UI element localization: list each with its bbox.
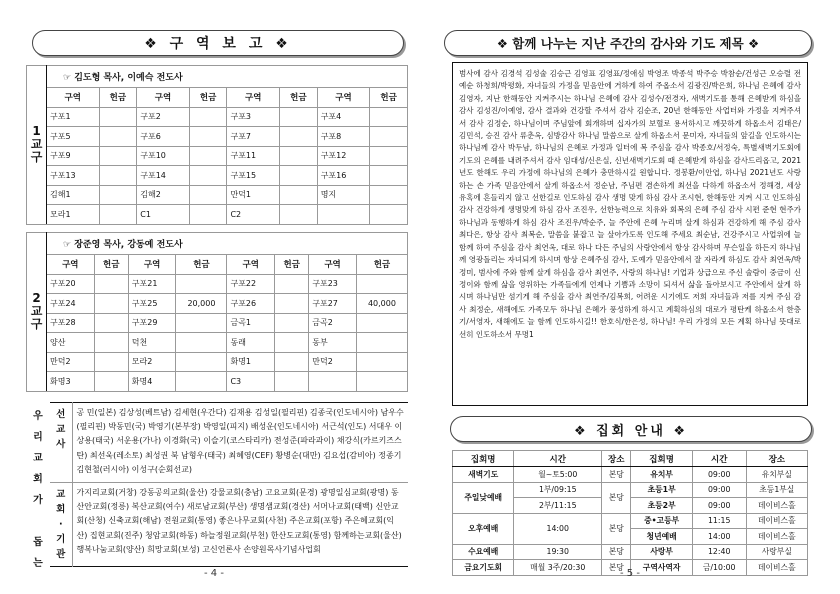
- service-time: 11:15: [692, 513, 746, 529]
- side-label-char: 는: [33, 558, 43, 569]
- district-label-char: 1: [32, 124, 41, 139]
- offering-cell: [356, 372, 407, 392]
- service-time: 09:00: [692, 482, 746, 498]
- offering-cell: [275, 313, 309, 333]
- district-cell: 동부: [309, 333, 357, 353]
- offering-cell: [356, 333, 407, 353]
- church-list: 가지리교회(거창) 강동공의교회(울산) 강물교회(충남) 고요교회(문경) 광명일심교회(광명) 동산안교회(정릉) 복산교회(여수) 새로남교회(부산) 생명샘교회(경산) 서머나교회(태백) 신안교회(산청) 신축교회(해남) 전원교회(통영) 좋은나무교회(사천) 주은교회(포항) 주은혜교회(익산) 집현교회(진주) 청암교회(하동) 하늘정원교회(부천) 한산도교회(통영) 함께하는교회(울산) 행복나눔교회(양산) 희망교회(보성) 고신언론사 손양원목사기념사업회: [76, 488, 402, 554]
- table-row: [27, 107, 408, 127]
- table-row: [27, 274, 408, 294]
- service-time: 2부/11:15: [514, 498, 602, 514]
- offering-cell: [189, 107, 227, 127]
- pastor-names: ☞ 장준영 목사, 강동예 전도사: [47, 233, 408, 255]
- service-name: 사랑부: [631, 544, 692, 560]
- district-label: [27, 66, 47, 225]
- district-cell: 구포13: [47, 166, 100, 186]
- category-char: 기: [56, 534, 66, 545]
- offering-cell: [176, 313, 227, 333]
- service-column-header: 집회명: [631, 451, 692, 467]
- offering-cell: [279, 185, 317, 205]
- service-row: [453, 513, 808, 529]
- side-label-char: 리: [33, 432, 43, 443]
- offering-cell: [356, 313, 407, 333]
- side-label-char: 교: [33, 453, 43, 464]
- service-guide-banner: ❖ 집회 안내 ❖: [450, 416, 812, 442]
- offering-cell: [279, 146, 317, 166]
- category-char: 교: [56, 489, 66, 500]
- pastor-row: [27, 66, 408, 88]
- district-cell: C1: [137, 205, 190, 225]
- district-cell: 구포27: [309, 294, 357, 314]
- table-row: [27, 205, 408, 225]
- district-cell: 양산: [47, 333, 95, 353]
- service-place: 본당: [602, 544, 631, 560]
- offering-cell: [189, 185, 227, 205]
- district-cell: 화명3: [47, 372, 95, 392]
- mission-side-label: [30, 406, 46, 574]
- offering-cell: 20,000: [176, 294, 227, 314]
- district-cell: 구포7: [227, 127, 280, 147]
- service-row: [453, 544, 808, 560]
- offering-cell: [94, 294, 128, 314]
- service-table: [452, 450, 808, 576]
- service-name: 금요기도회: [453, 560, 514, 576]
- category-char: 사: [56, 439, 66, 450]
- offering-cell: [99, 205, 137, 225]
- offering-cell: [275, 333, 309, 353]
- column-header: 구역: [227, 88, 280, 108]
- district-cell: 구포1: [47, 107, 100, 127]
- column-header: 구역: [309, 255, 357, 275]
- district-cell: 김해2: [137, 185, 190, 205]
- header-row: [27, 88, 408, 108]
- district-cell: C2: [227, 205, 280, 225]
- district-label-char: 구: [30, 317, 43, 332]
- offering-cell: [99, 107, 137, 127]
- district-label: [27, 233, 47, 392]
- table-row: [27, 372, 408, 392]
- offering-cell: [99, 166, 137, 186]
- district-cell: 모라2: [128, 352, 176, 372]
- header-row: [27, 255, 408, 275]
- offering-cell: [99, 146, 137, 166]
- table-row: [27, 313, 408, 333]
- missionary-row: [50, 403, 408, 483]
- district-cell: 구포11: [227, 146, 280, 166]
- column-header: 구역: [128, 255, 176, 275]
- district-cell: 금곡1: [227, 313, 275, 333]
- service-name: 청년예배: [631, 529, 692, 545]
- offering-cell: [370, 127, 408, 147]
- service-name: 초등2부: [631, 498, 692, 514]
- category-char: 관: [56, 549, 66, 560]
- service-time: 09:00: [692, 498, 746, 514]
- column-header: 헌금: [189, 88, 227, 108]
- offering-cell: [370, 205, 408, 225]
- district-cell: 화명1: [227, 352, 275, 372]
- service-time: 금/10:00: [692, 560, 746, 576]
- side-label-char: [36, 516, 39, 527]
- service-column-header: 장소: [746, 451, 807, 467]
- service-name: 오후예배: [453, 513, 514, 544]
- service-name: 중•고등부: [631, 513, 692, 529]
- column-header: 구역: [317, 88, 370, 108]
- offering-cell: [370, 185, 408, 205]
- offering-cell: [356, 274, 407, 294]
- offering-cell: [189, 146, 227, 166]
- offering-cell: [279, 205, 317, 225]
- offering-cell: [279, 107, 317, 127]
- category-char: 회: [56, 504, 66, 515]
- district-cell: 만덕2: [309, 352, 357, 372]
- column-header: 헌금: [275, 255, 309, 275]
- service-time: 09:00: [692, 467, 746, 483]
- district-cell: 만덕1: [227, 185, 280, 205]
- offering-cell: [279, 166, 317, 186]
- service-name: 주일낮예배: [453, 482, 514, 513]
- side-label-char: 가: [33, 495, 43, 506]
- category-char: 선: [56, 409, 66, 420]
- district-cell: 구포23: [309, 274, 357, 294]
- district-cell: [309, 372, 357, 392]
- service-column-header: 시간: [514, 451, 602, 467]
- offering-cell: [370, 146, 408, 166]
- offering-cell: [176, 333, 227, 353]
- district-cell: 김해1: [47, 185, 100, 205]
- district-cell: 만덕2: [47, 352, 95, 372]
- church-category: [50, 483, 72, 567]
- service-time: 14:00: [514, 513, 602, 544]
- service-place: 초등1부실: [746, 482, 807, 498]
- column-header: 구역: [47, 255, 95, 275]
- missionary-category: [50, 403, 72, 483]
- district-cell: 구포10: [137, 146, 190, 166]
- offering-cell: [94, 333, 128, 353]
- district-cell: 구포25: [128, 294, 176, 314]
- district-cell: 구포8: [317, 127, 370, 147]
- column-header: 구역: [227, 255, 275, 275]
- offering-cell: [189, 127, 227, 147]
- category-char: 교: [56, 424, 66, 435]
- district-label-char: 구: [30, 150, 43, 165]
- offering-cell: [370, 166, 408, 186]
- side-label-char: 돕: [33, 537, 43, 548]
- district-cell: 구포29: [128, 313, 176, 333]
- service-place: 데이비스홀: [746, 560, 807, 576]
- table-row: [27, 127, 408, 147]
- district-cell: 구포28: [47, 313, 95, 333]
- offering-cell: [275, 274, 309, 294]
- table-row: [27, 166, 408, 186]
- service-name: 새벽기도: [453, 467, 514, 483]
- district-label-char: 교: [30, 304, 43, 319]
- district-cell: [317, 205, 370, 225]
- offering-cell: [176, 352, 227, 372]
- offering-cell: [176, 274, 227, 294]
- offering-cell: [356, 352, 407, 372]
- left-page: [26, 0, 408, 594]
- page-number-right: - 5 -: [620, 568, 640, 579]
- table-row: [27, 352, 408, 372]
- district-cell: 구포9: [47, 146, 100, 166]
- page-number-left: - 4 -: [204, 568, 224, 579]
- district-label-char: 2: [32, 291, 41, 306]
- offering-cell: [94, 313, 128, 333]
- thanks-prayer-banner: ❖ 함께 나누는 지난 주간의 감사와 기도 제목 ❖: [444, 30, 812, 56]
- district-cell: 모라1: [47, 205, 100, 225]
- column-header: 헌금: [370, 88, 408, 108]
- district2-table: [26, 232, 408, 392]
- offering-cell: [279, 127, 317, 147]
- offering-cell: [94, 372, 128, 392]
- service-time: 월~토5:00: [514, 467, 602, 483]
- service-column-header: 장소: [602, 451, 631, 467]
- offering-cell: [94, 274, 128, 294]
- service-time: 매월 3주/20:30: [514, 560, 602, 576]
- service-row: [453, 482, 808, 498]
- service-place: 본당: [602, 513, 631, 544]
- service-place: 데이비스홀: [746, 498, 807, 514]
- district-cell: 구포14: [137, 166, 190, 186]
- service-place: 데이비스홀: [746, 513, 807, 529]
- district-cell: 구포22: [227, 274, 275, 294]
- missionary-list: 공 민(일본) 김상성(베트남) 김세현(우간다) 김재용 김성일(필리핀) 김종국(인도네시아) 남우수(필리핀) 박동민(국) 박영기(본부장) 박영일(피지) 배성운(인도네시아) 서근석(인도) 서대우 이상용(태국) 서운용(가나) 이경화(국) 이슬기(코스타리카) 전성준(파라과이) 채강식(카르키즈스탄) 최선욱(레소토) 최성권 북 남형우(태국) 최혜영(CEF) 황병순(대만) 김요섭(감비아) 정종기 김현철(러시아) 이성구(순회선교): [72, 403, 408, 483]
- service-place: 본당: [602, 467, 631, 483]
- district-cell: 동래: [227, 333, 275, 353]
- offering-cell: 40,000: [356, 294, 407, 314]
- pastor-names: ☞ 김도형 목사, 이예슥 전도사: [47, 66, 408, 88]
- table-row: [27, 146, 408, 166]
- service-time: 1부/09:15: [514, 482, 602, 498]
- district-cell: 구포3: [227, 107, 280, 127]
- column-header: 헌금: [99, 88, 137, 108]
- offering-cell: [275, 352, 309, 372]
- offering-cell: [189, 205, 227, 225]
- service-name: 수요예배: [453, 544, 514, 560]
- service-place: 데이비스홀: [746, 529, 807, 545]
- district-cell: 구포5: [47, 127, 100, 147]
- offering-cell: [275, 372, 309, 392]
- district-report-banner: ❖ 구 역 보 고 ❖: [32, 30, 404, 56]
- service-time: 19:30: [514, 544, 602, 560]
- district-cell: 구포26: [227, 294, 275, 314]
- service-column-header: 시간: [692, 451, 746, 467]
- service-place: 유치부실: [746, 467, 807, 483]
- district-cell: 구포4: [317, 107, 370, 127]
- offering-cell: [189, 166, 227, 186]
- side-label-char: 회: [33, 474, 43, 485]
- column-header: 헌금: [94, 255, 128, 275]
- district-cell: 구포2: [137, 107, 190, 127]
- offering-cell: [275, 294, 309, 314]
- column-header: 헌금: [176, 255, 227, 275]
- service-name: 유치부: [631, 467, 692, 483]
- offering-cell: [176, 372, 227, 392]
- district-cell: 덕천: [128, 333, 176, 353]
- table-row: [27, 294, 408, 314]
- district1-table: [26, 65, 408, 225]
- service-place: 본당: [602, 560, 631, 576]
- column-header: 헌금: [356, 255, 407, 275]
- district-cell: 구포6: [137, 127, 190, 147]
- district-cell: 구포12: [317, 146, 370, 166]
- prayer-text-box: 범사에 감사 김경석 김성술 김승근 김영표 김영표/정애심 박영조 박종석 박주승 박참순/건성근 오승렬 전예순 하청희/박평화, 자녀들의 가정을 믿음안에 거하게 하여 주옵소서 김광진/박은희, 하나님 은혜에 감사 김영자, 지난 한해동안 지켜주시는 하나님 은혜에 감사 김성수/전경자, 새벽기도를 통해 은혜받게 하심을 감사 김성진/이예영, 감사 결과와 건강할 주셔서 감사 김순조, 20년 한해동안 사업터와 가정을 지켜주셔서 감사 김정순, 하나님이며 주님앞에 회개하며 십자가의 보혈로 용서하시고 깨끗하게 하옵소서 김태은/김민석, 승진 감사 류춘옥, 심방감사 하나님 말씀으로 살게 하옵소서 문미자, 자녀들의 앞길을 인도하시는 하나님께 감사 박두남, 하나님의 은혜로 가정과 일터에 복 주심을 감사 박종호/서정숙, 특별새벽기도회에 기도의 은혜를 내려주셔서 감사 임대성/신은실, 신년새벽기도회 때 은혜받게 하심을 감사드리옵고, 2021년도 한해도 우리 가정에 하나님의 은혜가 충만하시길 원합니다. 정봉환/이안엽, 하나님 2021년도 사랑하는 손 가족 믿음안에서 살게 하옵소서 정순남, 주님편 겸손하게 최선을 다하게 하옵소서 정해경, 세상 유혹에 흔들리지 않고 선한길로 인도하심 감사 생명 맞게 하심 감사 조시현, 한해동안 지켜 시고 인도하심 감사 건강하게 생명맞게 하심 감사 조진우, 선한능력으로 치유와 회복의 은혜 주심 감사 시편 준현 현주가 하나님과 동행하게 하심 감사 조진우/박순주, 늘 주안에 은혜 누리며 살게 하심과 건강하게 해 주심 감사 최다은, 항상 감사 최복순, 말씀을 붙잡고 늘 살아가도록 인도해 주세요 최순남, 건강주시고 사업위에 늘 함께 하여 주심을 감사 최연옥, 대로 하나 다든 주님의 사랑안에서 항상 감사하며 무슨일을 하든지 하나님께 영광돌리는 자녀되게 하시며 항상 은혜주심 감사, 도예가 믿음안에서 잘 자라게 하심도 감사 최연옥/박정미, 범사에 주와 함께 살게 하심을 감사 최연주, 사랑의 하나님! 기업과 상급으로 주신 술람이 중금이 신정이와 함께 삶을 영위하는 가족들에게 언제나 기쁨과 소망이 되셔서 삶을 돌아보시고 주안에서 살게 하시며 하나님만 섬기게 해 주심을 감사 최연주/김복희, 어려운 시기에도 저희 자녀들과 저를 지켜 주심 감사 최정순, 새해에도 가족모두 하나님 은혜가 풍성하게 하시고 계획하심의 대로가 평탄케 하옵소서 한층기/서영자, 새해에도 늘 함께 인도하시길!! 한호식/한은성, 하나님! 우리 가정의 모든 계획 하나님 뜻대로 선히 인도하소서 무명1: [452, 62, 808, 406]
- offering-cell: [99, 127, 137, 147]
- column-header: 구역: [137, 88, 190, 108]
- column-header: 헌금: [279, 88, 317, 108]
- district-cell: 명지: [317, 185, 370, 205]
- offering-cell: [370, 107, 408, 127]
- right-page: [444, 0, 816, 594]
- pastor-row: [27, 233, 408, 255]
- district-cell: 구포20: [47, 274, 95, 294]
- service-row: [453, 467, 808, 483]
- service-header-row: [453, 451, 808, 467]
- district-cell: 화명4: [128, 372, 176, 392]
- service-time: 12:40: [692, 544, 746, 560]
- district-cell: 구포21: [128, 274, 176, 294]
- table-row: [27, 333, 408, 353]
- service-time: 14:00: [692, 529, 746, 545]
- district-cell: 구포24: [47, 294, 95, 314]
- service-column-header: 집회명: [453, 451, 514, 467]
- column-header: 구역: [47, 88, 100, 108]
- service-place: 사랑부실: [746, 544, 807, 560]
- district-cell: 구포15: [227, 166, 280, 186]
- side-label-char: 우: [33, 411, 43, 422]
- service-place: 본당: [602, 482, 631, 513]
- church-row: [50, 483, 408, 567]
- district-cell: 구포16: [317, 166, 370, 186]
- district-label-char: 교: [30, 137, 43, 152]
- offering-cell: [99, 185, 137, 205]
- category-char: ·: [58, 519, 63, 530]
- table-row: [27, 185, 408, 205]
- mission-table: [50, 402, 408, 567]
- service-name: 구역사역자: [631, 560, 692, 576]
- offering-cell: [94, 352, 128, 372]
- district-cell: C3: [227, 372, 275, 392]
- service-name: 초등1부: [631, 482, 692, 498]
- district-cell: 금곡2: [309, 313, 357, 333]
